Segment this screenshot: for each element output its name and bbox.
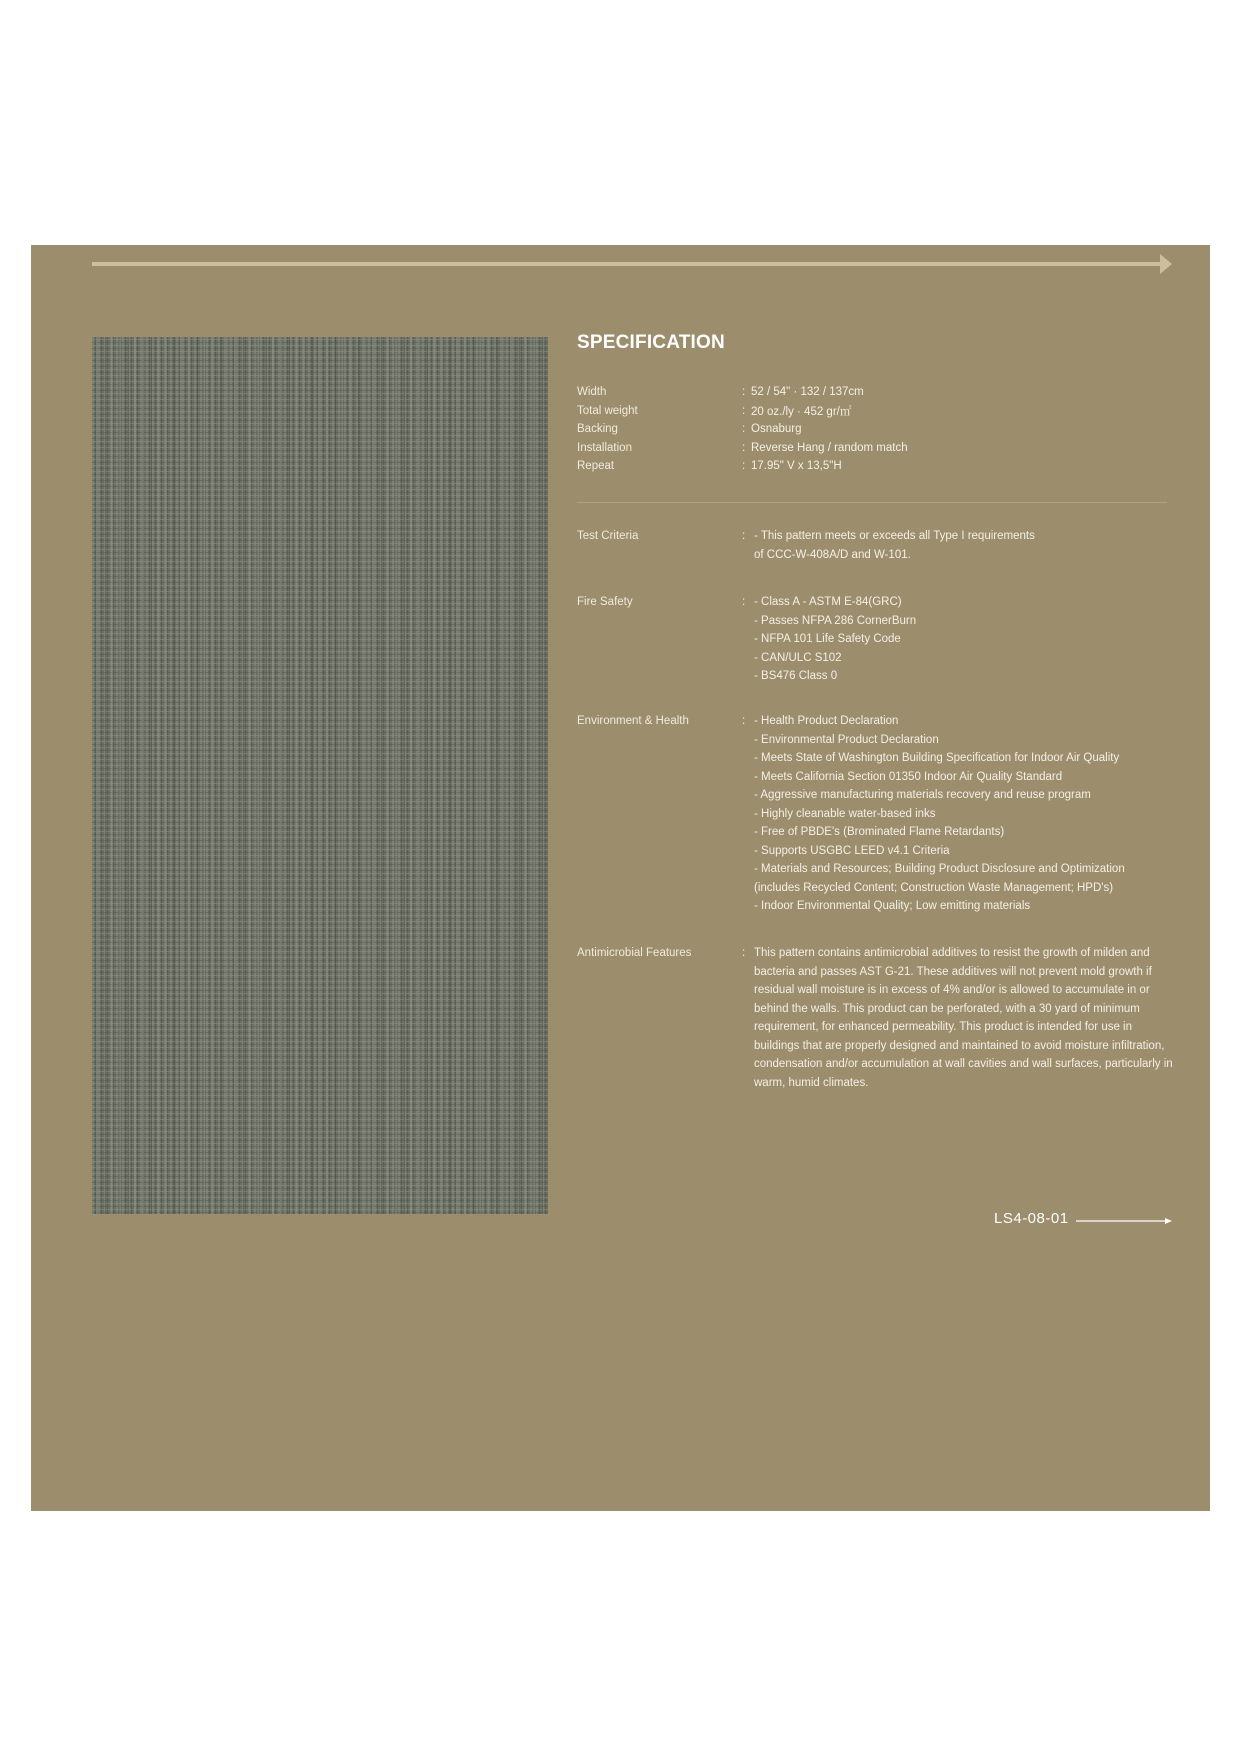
environment-health-item: - Supports USGBC LEED v4.1 Criteria	[754, 844, 950, 857]
fire-safety-label: Fire Safety	[577, 596, 633, 608]
environment-health-item: - Materials and Resources; Building Product Disclosure and Optimization	[754, 863, 1125, 875]
fire-safety-item: - Passes NFPA 286 CornerBurn	[754, 614, 917, 627]
fire-safety-item: - BS476 Class 0	[754, 670, 838, 682]
spec-row-width	[577, 383, 908, 402]
fire-safety-item: - Class A - ASTM E-84(GRC)	[754, 596, 902, 608]
basic-spec-list	[577, 383, 908, 476]
antimicrobial-text: This pattern contains antimicrobial additives to resist the growth of milden and bacteria and passes AST G-21. These additives will not prevent mold growth if residual wall moisture is in excess of 4% and/or is allowed to accumulate in or behind the walls. This product can be perforated, with a 30 yard of minimum requirement, for enhanced permeability. This product is intended for use in buildings that are properly designed and maintained to avoid moisture infiltration, condensation and/or accumulation at wall cavities and wall surfaces, particularly in warm, humid climates.	[754, 947, 1173, 1089]
environment-health-item: - Free of PBDE's (Brominated Flame Retardants)	[754, 826, 1005, 838]
spec-value: 17.95" V x 13,5"H	[751, 460, 842, 473]
spec-value: Reverse Hang / random match	[751, 441, 908, 454]
spec-label: Installation	[577, 441, 632, 454]
spec-colon: :	[742, 596, 746, 608]
spec-title: SPECIFICATION	[577, 332, 725, 353]
environment-health-list	[754, 712, 1125, 916]
spec-colon: :	[742, 530, 746, 542]
test-criteria-section	[577, 527, 1035, 564]
spec-colon: :	[742, 460, 746, 473]
environment-health-item: - Meets California Section 01350 Indoor Air Quality Standard	[754, 770, 1063, 783]
fire-safety-section	[577, 593, 916, 686]
test-criteria-label: Test Criteria	[577, 530, 639, 542]
test-criteria-text	[754, 527, 1035, 564]
fire-safety-item: - CAN/ULC S102	[754, 651, 842, 664]
environment-health-item: - Environmental Product Declaration	[754, 733, 939, 746]
environment-health-item: - Highly cleanable water-based inks	[754, 807, 936, 820]
fabric-swatch-image	[92, 337, 548, 1214]
product-code: LS4-08-01	[994, 1210, 1069, 1227]
spec-colon: :	[742, 441, 746, 454]
test-criteria-line: - This pattern meets or exceeds all Type I requirements	[754, 530, 1035, 542]
environment-health-section	[577, 712, 1125, 916]
section-divider	[577, 502, 1167, 503]
spec-value: Osnaburg	[751, 423, 802, 436]
test-criteria-line: of CCC-W-408A/D and W-101.	[754, 548, 911, 561]
spec-value: 52 / 54" · 132 / 137cm	[751, 386, 864, 399]
spec-label: Width	[577, 386, 607, 399]
spec-colon: :	[742, 715, 746, 727]
spec-row-backing	[577, 420, 908, 439]
spec-colon: :	[742, 386, 746, 399]
spec-colon: :	[742, 423, 746, 436]
environment-health-item: (includes Recycled Content; Construction Waste Management; HPD's)	[754, 881, 1114, 894]
environment-health-item: - Aggressive manufacturing materials recovery and reuse program	[754, 789, 1091, 801]
environment-health-label: Environment & Health	[577, 715, 689, 727]
environment-health-item: - Health Product Declaration	[754, 715, 899, 727]
environment-health-item: - Meets State of Washington Building Specification for Indoor Air Quality	[754, 752, 1120, 764]
spec-label: Backing	[577, 423, 618, 436]
spec-row-total-weight	[577, 402, 908, 421]
fire-safety-list	[754, 593, 916, 686]
spec-row-repeat	[577, 457, 908, 476]
spec-value: 20 oz./ly · 452 gr/㎡	[751, 405, 852, 418]
long-right-arrow-icon	[92, 254, 1172, 284]
spec-row-installation	[577, 439, 908, 458]
right-arrow-icon	[1076, 1215, 1172, 1227]
environment-health-item: - Indoor Environmental Quality; Low emitting materials	[754, 900, 1031, 912]
spec-colon: :	[742, 947, 746, 959]
spec-label: Total weight	[577, 404, 638, 417]
spec-label: Repeat	[577, 460, 615, 473]
spec-colon: :	[742, 404, 746, 417]
antimicrobial-section	[577, 944, 1174, 1092]
antimicrobial-label: Antimicrobial Features	[577, 947, 692, 959]
fire-safety-item: - NFPA 101 Life Safety Code	[754, 633, 901, 645]
